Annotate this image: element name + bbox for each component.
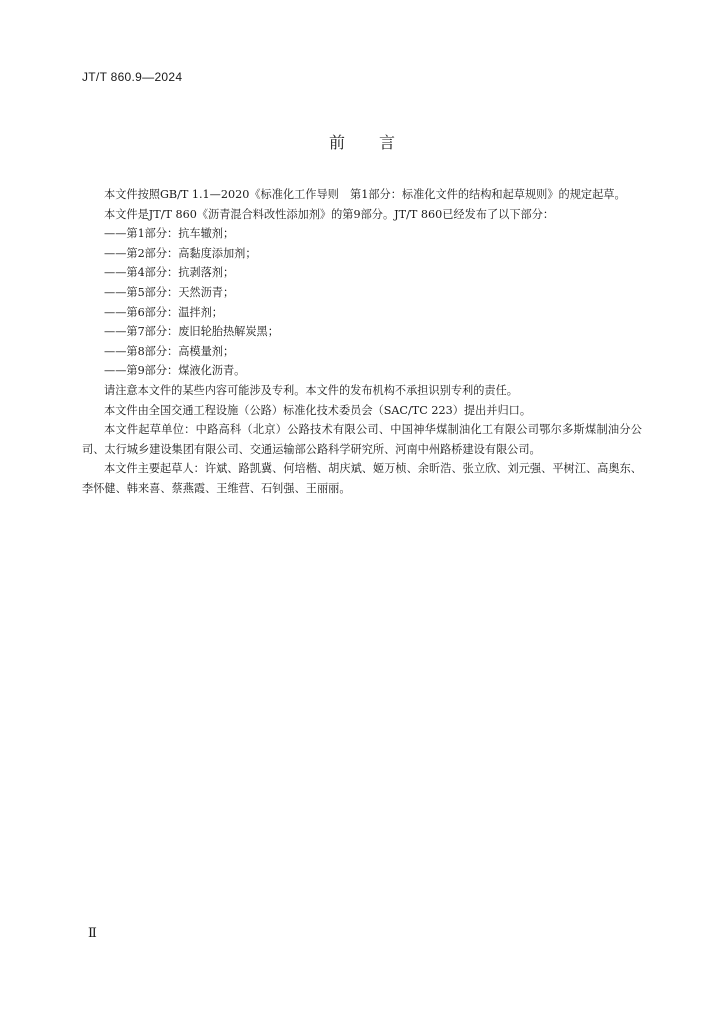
list-item: ——第5部分：天然沥青； [104, 285, 235, 299]
paragraph-part-info: 本文件是JT/T 860《沥青混合料改性添加剂》的第9部分。JT/T 860已经发布了以下部分： [104, 207, 555, 221]
list-item: ——第2部分：高黏度添加剂； [104, 246, 257, 260]
paragraph-patent-notice: 请注意本文件的某些内容可能涉及专利。本文件的发布机构不承担识别专利的责任。 [104, 383, 518, 397]
document-code: JT/T 860.9—2024 [82, 70, 183, 84]
paragraph-drafting-units: 本文件起草单位：中路高科（北京）公路技术有限公司、中国神华煤制油化工有限公司鄂尔多斯煤制油分公司、太行城乡建设集团有限公司、交通运输部公路科学研究所、河南中州路桥建设有限公司。 [82, 423, 642, 456]
list-item: ——第6部分：温拌剂； [104, 305, 223, 319]
list-item: ——第7部分：废旧轮胎热解炭黑； [104, 325, 279, 339]
paragraph-drafters: 本文件主要起草人：许斌、路凯冀、何培楷、胡庆斌、姬万桢、余昕浩、张立欣、刘元强、平树江、高奥东、李怀健、韩来喜、蔡燕霞、王维营、石钊强、王丽丽。 [82, 462, 642, 495]
list-item: ——第1部分：抗车辙剂； [104, 227, 235, 241]
list-item: ——第4部分：抗剥落剂； [104, 266, 235, 280]
title-part-2: 言 [379, 133, 396, 152]
list-item: ——第8部分：高模量剂； [104, 344, 235, 358]
page-number: Ⅱ [88, 926, 97, 941]
page-title [0, 130, 724, 153]
paragraph-drafting-rules: 本文件按照GB/T 1.1—2020《标准化工作导则 第1部分：标准化文件的结构和起草规则》的规定起草。 [104, 188, 626, 201]
foreword-body [82, 185, 642, 499]
paragraph-proposer: 本文件由全国交通工程设施（公路）标准化技术委员会（SAC/TC 223）提出并归口。 [104, 403, 532, 417]
title-part-1: 前 [328, 133, 345, 152]
list-item: ——第9部分：煤液化沥青。 [104, 364, 246, 378]
